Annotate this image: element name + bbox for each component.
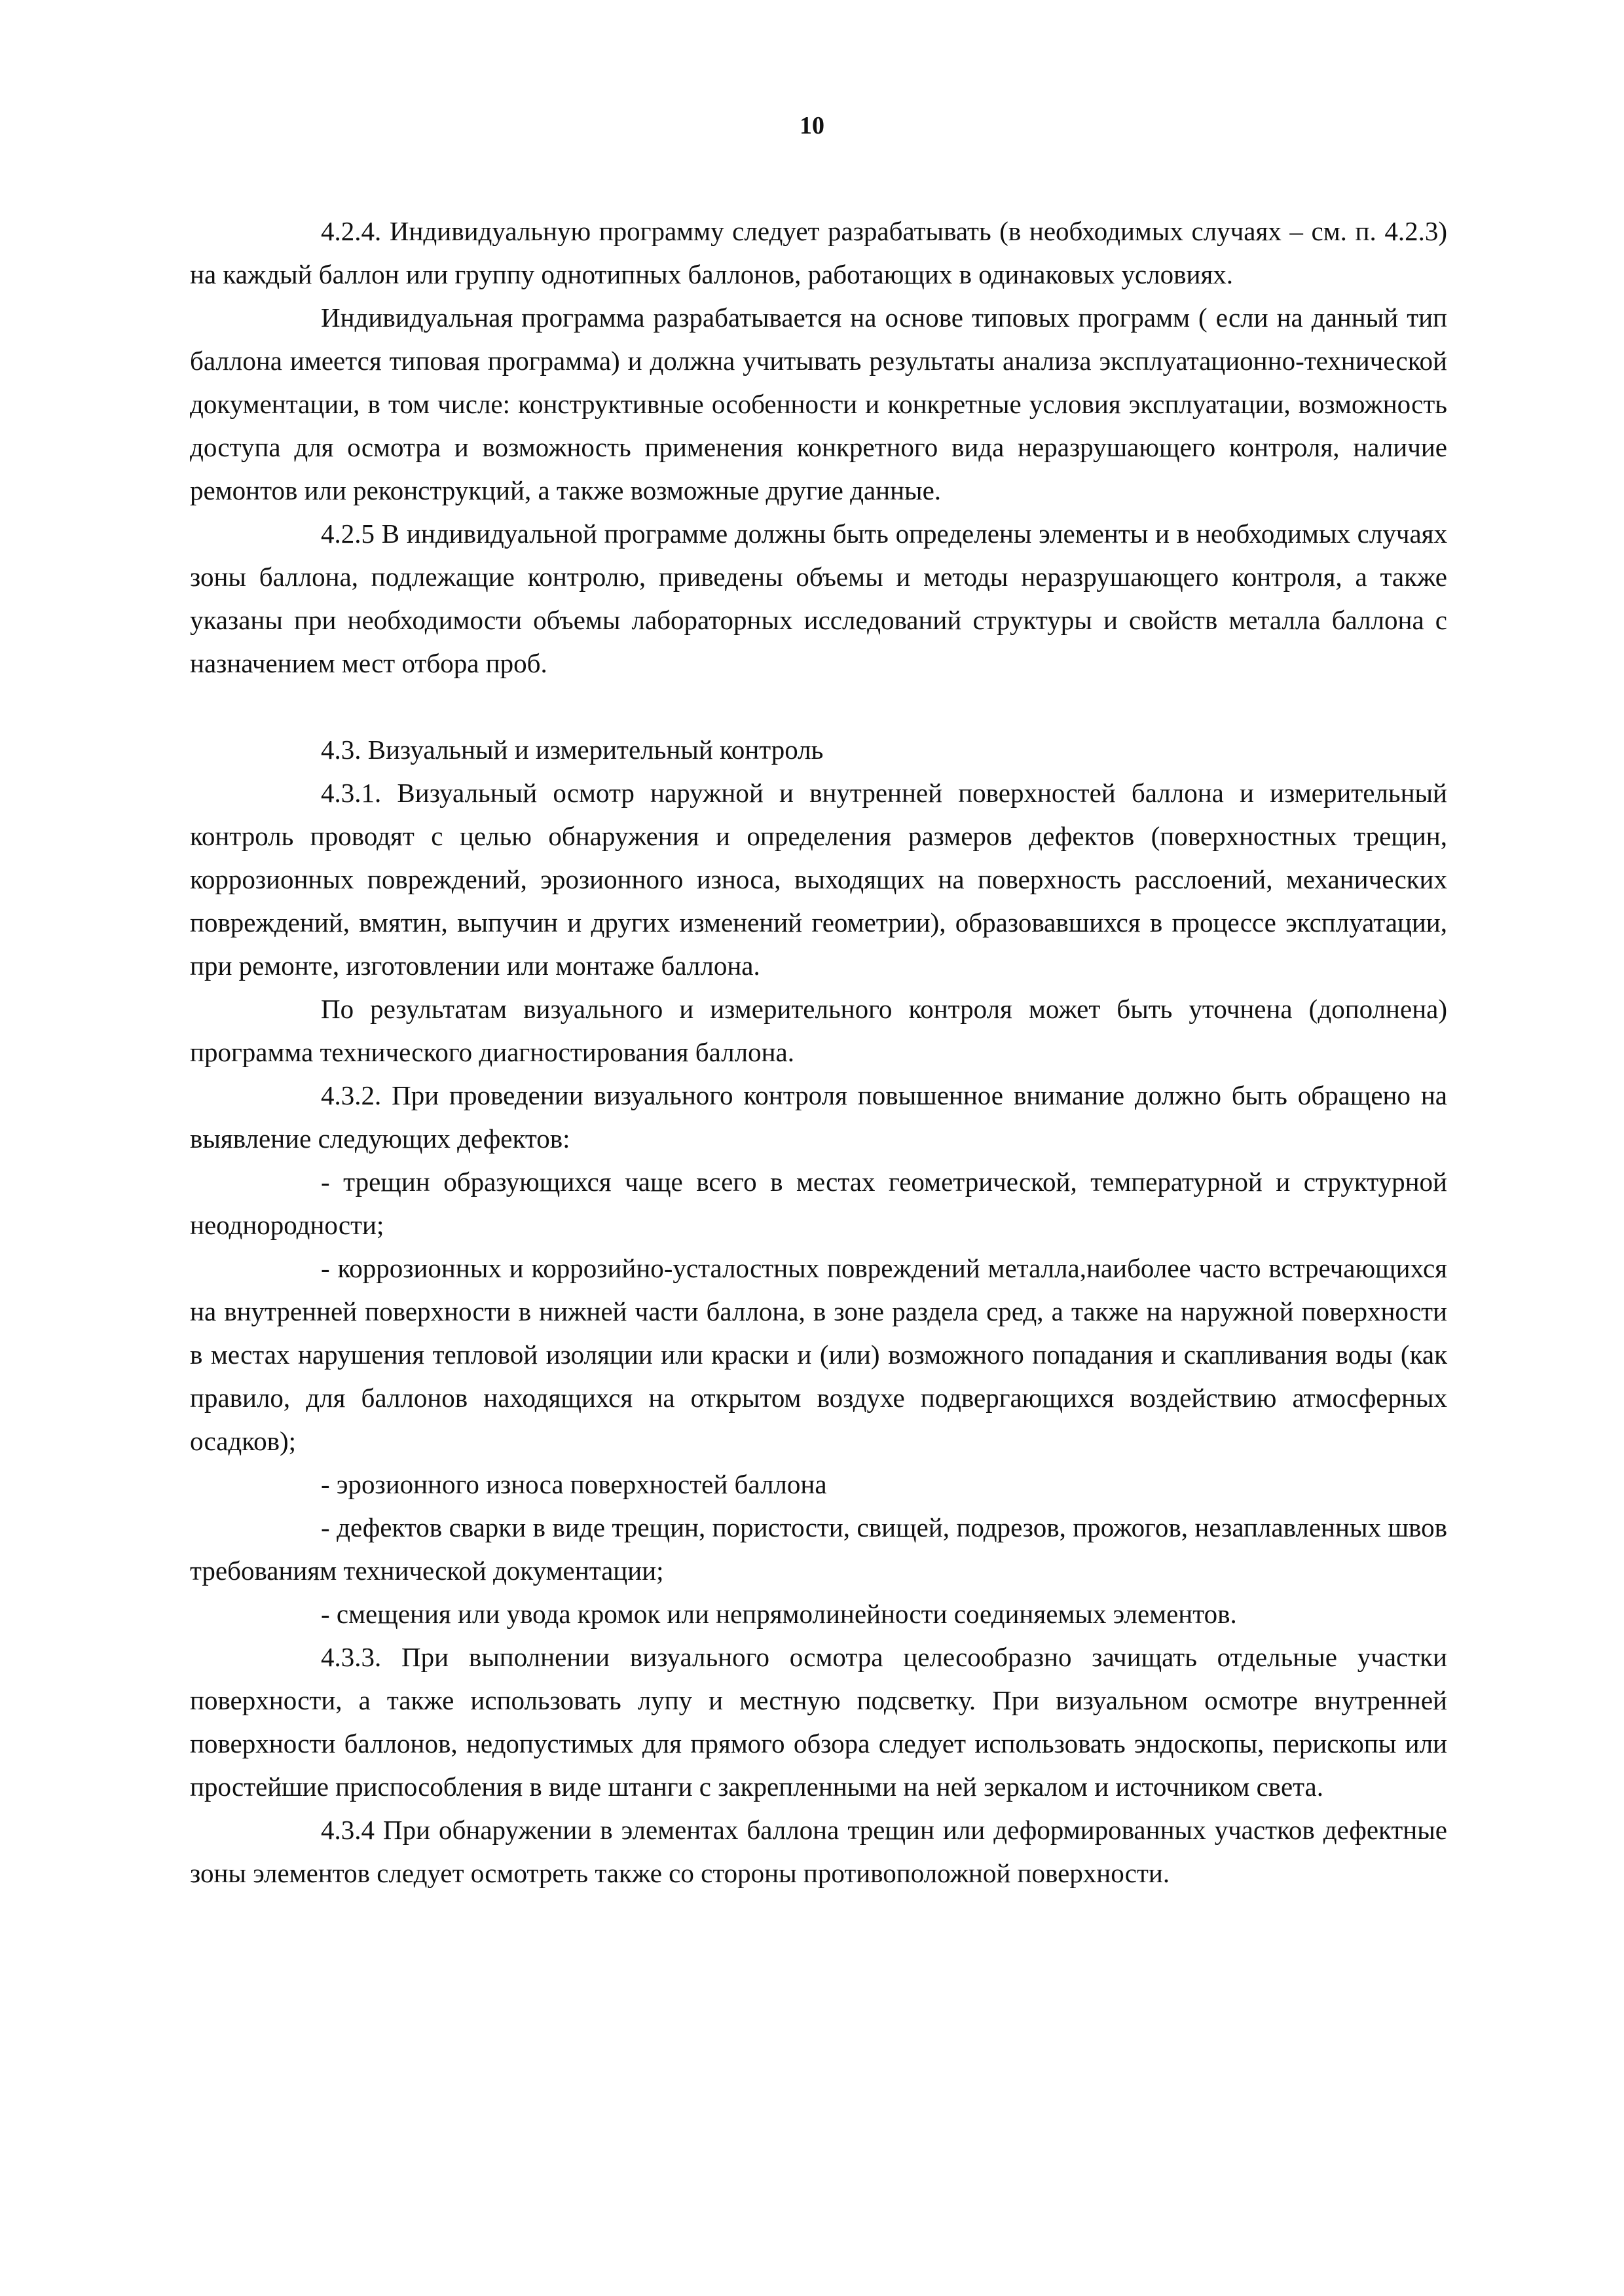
- document-body: [190, 210, 1447, 1895]
- list-item-corrosion: - коррозионных и коррозийно-усталостных повреждений металла,наиболее часто встречающихся на внутренней поверхности в нижней части баллона, в зоне раздела сред, а также на наружной поверхности в местах нарушения тепловой изоляции или краски и (или) возможного попадания и скапливания воды (как правило, для баллонов находящихся на открытом воздухе подвергающихся воздействию атмосферных осадков);: [190, 1253, 1447, 1456]
- paragraph-4-2-4: 4.2.4. Индивидуальную программу следует разрабатывать (в необходимых случаях – см. п. 4.2.3) на каждый баллон или группу однотипных баллонов, работающих в одинаковых условиях.: [190, 216, 1447, 289]
- paragraph-4-3-4: 4.3.4 При обнаружении в элементах баллона трещин или деформированных участков дефектные зоны элементов следует осмотреть также со стороны противоположной поверхности.: [190, 1815, 1447, 1888]
- list-item-edge-offset: - смещения или увода кромок или непрямолинейности соединяемых элементов.: [321, 1599, 1237, 1629]
- list-item-erosion: - эрозионного износа поверхностей баллона: [321, 1469, 827, 1499]
- paragraph-4-2-5: 4.2.5 В индивидуальной программе должны быть определены элементы и в необходимых случаях зоны баллона, подлежащие контролю, приведены объемы и методы неразрушающего контроля, а также указаны при необходимости объемы лабораторных исследований структуры и свойств металла баллона с назначением мест отбора проб.: [190, 519, 1447, 678]
- paragraph-4-2-4-continued: Индивидуальная программа разрабатывается на основе типовых программ ( если на данный тип баллона имеется типовая программа) и должна учитывать результаты анализа эксплуатационно-технической документации, в том числе: конструктивные особенности и конкретные условия эксплуатации, возможность доступа для осмотра и возможность применения конкретного вида неразрушающего контроля, наличие ремонтов или реконструкций, а также возможные другие данные.: [190, 302, 1447, 505]
- page-number: 10: [800, 112, 824, 139]
- paragraph-4-3-1: 4.3.1. Визуальный осмотр наружной и внутренней поверхностей баллона и измерительный контроль проводят с целью обнаружения и определения размеров дефектов (поверхностных трещин, коррозионных повреждений, эрозионного износа, выходящих на поверхность расслоений, механических повреждений, вмятин, выпучин и других изменений геометрии), образовавшихся в процессе эксплуатации, при ремонте, изготовлении или монтаже баллона.: [190, 778, 1447, 981]
- paragraph-4-3-2: 4.3.2. При проведении визуального контроля повышенное внимание должно быть обращено на выявление следующих дефектов:: [190, 1080, 1447, 1154]
- section-heading-4-3: 4.3. Визуальный и измерительный контроль: [321, 735, 824, 765]
- list-item-cracks: - трещин образующихся чаще всего в местах геометрической, температурной и структурной неоднородности;: [190, 1167, 1447, 1240]
- paragraph-4-3-1-continued: По результатам визуального и измерительного контроля может быть уточнена (дополнена) программа технического диагностирования баллона.: [190, 994, 1447, 1067]
- list-item-welding-defects: - дефектов сварки в виде трещин, пористости, свищей, подрезов, прожогов, незаплавленных швов требованиям технической документации;: [190, 1512, 1447, 1586]
- paragraph-4-3-3: 4.3.3. При выполнении визуального осмотра целесообразно зачищать отдельные участки поверхности, а также использовать лупу и местную подсветку. При визуальном осмотре внутренней поверхности баллонов, недопустимых для прямого обзора следует использовать эндоскопы, перископы или простейшие приспособления в виде штанги с закрепленными на ней зеркалом и источником света.: [190, 1642, 1447, 1802]
